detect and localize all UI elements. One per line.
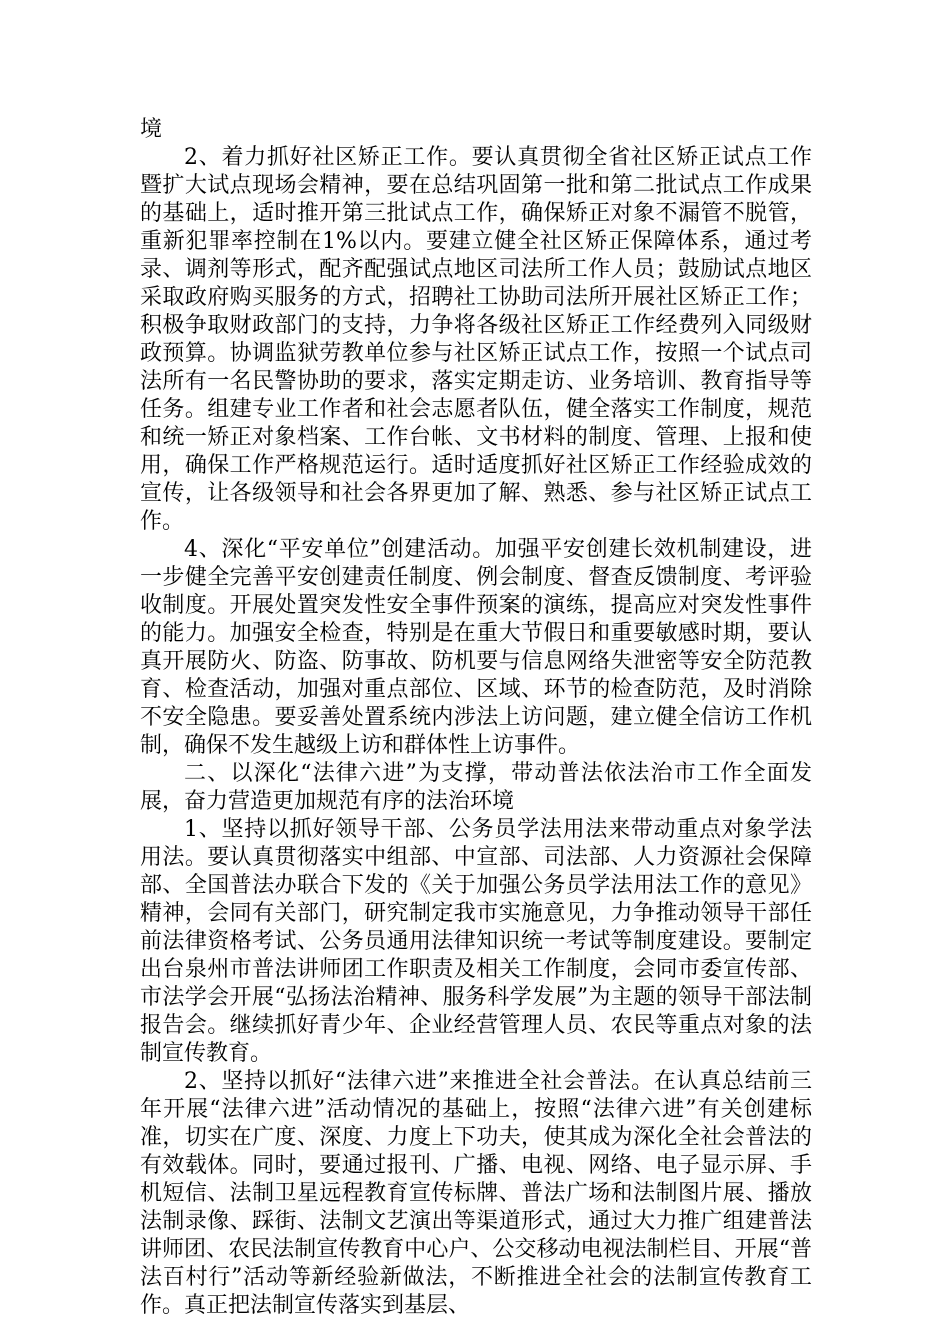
paragraph-continuation: 境: [140, 117, 163, 142]
paragraph-law-six-entries: 2、坚持以抓好“法律六进”来推进全社会普法。在认真总结前三年开展“法律六进”活动情况的基础上，按照“法律六进”有关创建标准，切实在广度、深度、力度上下功夫，使其成为深化全社会普法的有效载体。同时，要通过报刊、广播、电视、网络、电子显示屏、手机短信、法制卫星远程教育宣传标牌、普法广场和法制图片展、播放法制录像、踩街、法制文艺演出等渠道形式，通过大力推广组建普法讲师团、农民法制宣传教育中心户、公交移动电视法制栏目、开展“普法百村行”活动等新经验新做法，不断推进全社会的法制宣传教育工作。真正把法制宣传落实到基层、: [140, 1069, 812, 1318]
paragraph-safe-unit: 4、深化“平安单位”创建活动。加强平安创建长效机制建设，进一步健全完善平安创建责任制度、例会制度、督查反馈制度、考评验收制度。开展处置突发性安全事件预案的演练，提高应对突发性事件的能力。加强安全检查，特别是在重大节假日和重要敏感时期，要认真开展防火、防盗、防事故、防机要与信息网络失泄密等安全防范教育、检查活动，加强对重点部位、区域、环节的检查防范，及时消除不安全隐患。要妥善处置系统内涉法上访问题，建立健全信访工作机制，确保不发生越级上访和群体性上访事件。: [140, 537, 812, 758]
paragraph-leader-law-study: 1、坚持以抓好领导干部、公务员学法用法来带动重点对象学法用法。要认真贯彻落实中组部、中宣部、司法部、人力资源社会保障部、全国普法办联合下发的《关于加强公务员学法用法工作的意见》精神，会同有关部门，研究制定我市实施意见，力争推动领导干部任前法律资格考试、公务员通用法律知识统一考试等制度建设。要制定出台泉州市普法讲师团工作职责及相关工作制度，会同市委宣传部、市法学会开展“弘扬法治精神、服务科学发展”为主题的领导干部法制报告会。继续抓好青少年、企业经营管理人员、农民等重点对象的法制宣传教育。: [140, 817, 812, 1066]
paragraph-community-correction: 2、着力抓好社区矫正工作。要认真贯彻全省社区矫正试点工作暨扩大试点现场会精神，要在总结巩固第一批和第二批试点工作成果的基础上，适时推开第三批试点工作，确保矫正对象不漏管不脱管，重新犯罪率控制在1%以内。要建立健全社区矫正保障体系，通过考录、调剂等形式，配齐配强试点地区司法所工作人员；鼓励试点地区采取政府购买服务的方式，招聘社工协助司法所开展社区矫正工作；积极争取财政部门的支持，力争将各级社区矫正工作经费列入同级财政预算。协调监狱劳教单位参与社区矫正试点工作，按照一个试点司法所有一名民警协助的要求，落实定期走访、业务培训、教育指导等任务。组建专业工作者和社会志愿者队伍，健全落实工作制度，规范和统一矫正对象档案、工作台帐、文书材料的制度、管理、上报和使用，确保工作严格规范运行。适时适度抓好社区矫正工作经验成效的宣传，让各级领导和社会各界更加了解、熟悉、参与社区矫正试点工作。: [140, 145, 812, 534]
document-page: [140, 116, 812, 1320]
section-heading-two: 二、以深化“法律六进”为支撑，带动普法依法治市工作全面发展，奋力营造更加规范有序的法治环境: [140, 761, 812, 814]
